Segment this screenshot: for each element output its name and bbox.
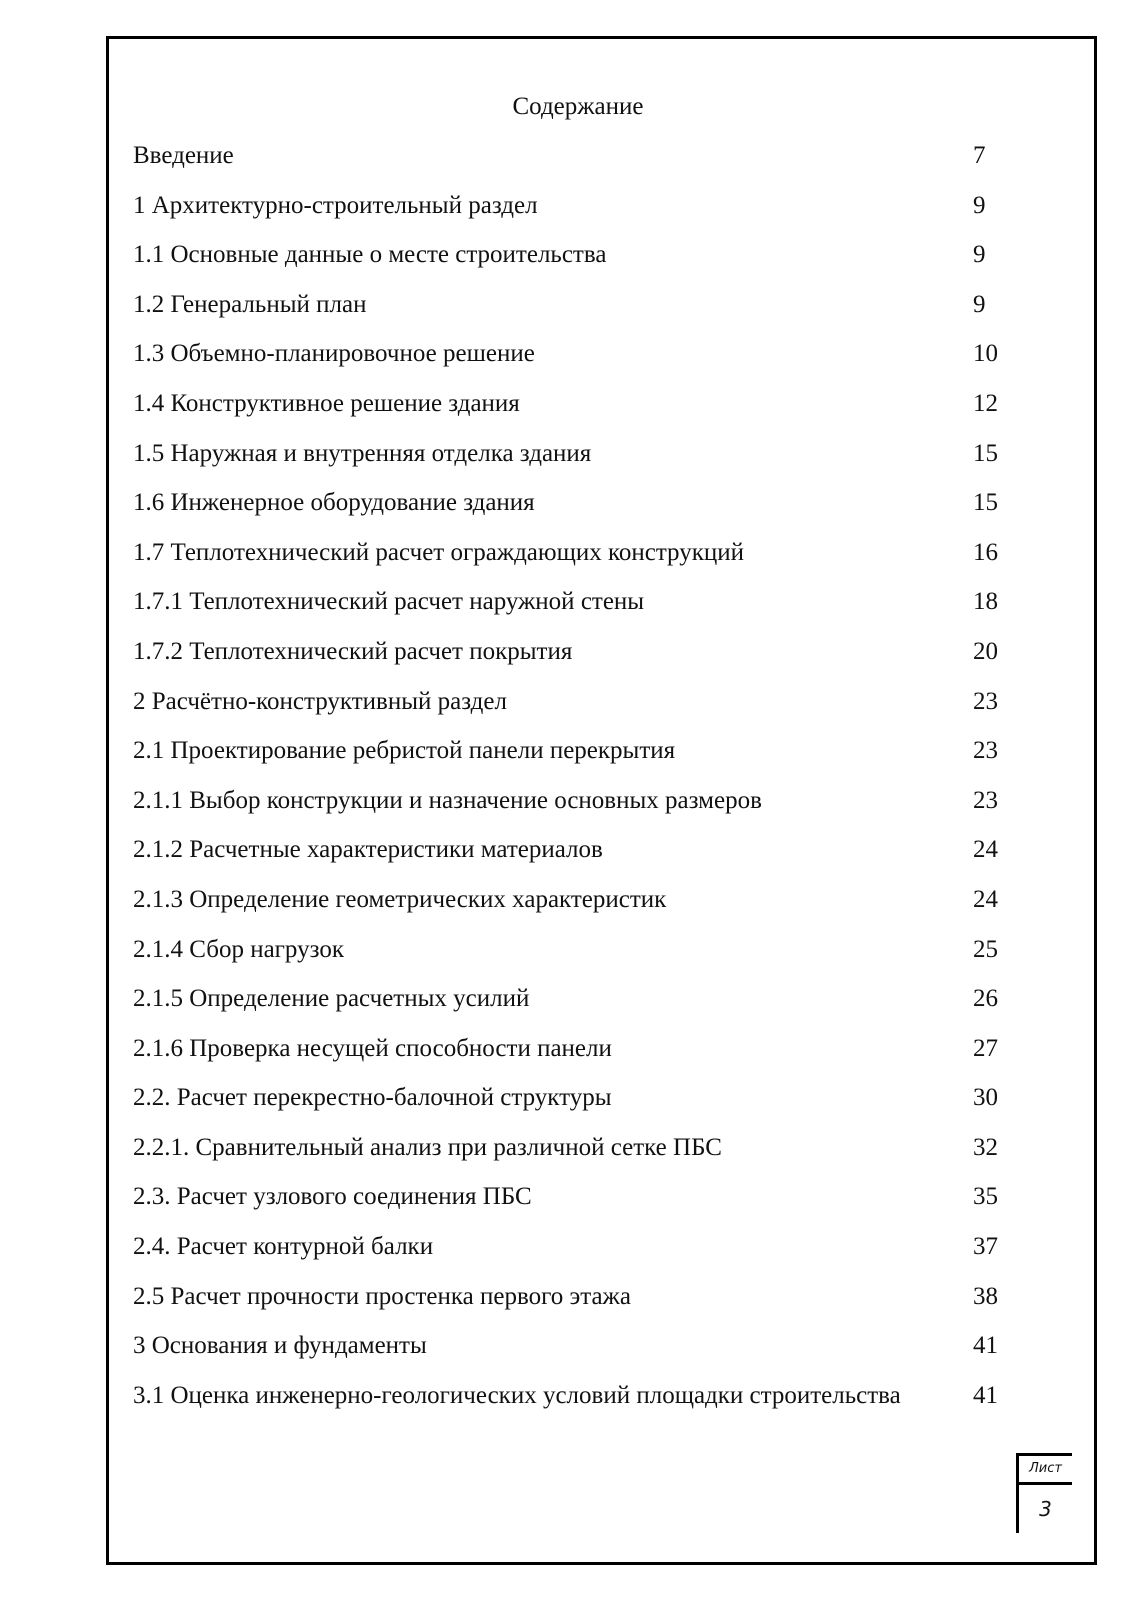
toc-entry-title: 1.1 Основные данные о месте строительства [133, 241, 607, 269]
toc-entry-page: 18 [973, 588, 998, 616]
toc-entry-title: 1 Архитектурно-строительный раздел [133, 191, 538, 219]
toc-entry [133, 687, 1033, 737]
toc-entry-page: 41 [973, 1332, 998, 1360]
toc-entry-page: 35 [973, 1183, 998, 1211]
toc-entry-title: 2.1.5 Определение расчетных усилий [133, 985, 530, 1013]
toc-entry [133, 1034, 1033, 1084]
toc-entry-page: 7 [973, 142, 986, 169]
toc-entry [133, 290, 1033, 340]
toc-entry-page: 30 [973, 1084, 998, 1112]
toc-entry-page: 24 [973, 885, 998, 913]
toc-entry-title: 1.6 Инженерное оборудование здания [133, 489, 535, 517]
toc-entry [133, 1083, 1033, 1133]
toc-entry-page: 26 [973, 985, 998, 1013]
toc-entry-page: 37 [973, 1233, 998, 1261]
toc-entry-title: 2.4. Расчет контурной балки [133, 1233, 434, 1261]
toc-entry [133, 389, 1033, 439]
toc-entry [133, 240, 1033, 290]
toc-entry-page: 38 [973, 1282, 998, 1310]
sheet-label: Лист [1019, 1456, 1072, 1485]
toc-entry [133, 885, 1033, 935]
toc-entry-page: 15 [973, 439, 998, 467]
toc-entry-title: 1.4 Конструктивное решение здания [133, 389, 520, 417]
toc-entry [133, 1182, 1033, 1232]
toc-entry-title: 2.1 Проектирование ребристой панели перекрытия [133, 737, 676, 765]
toc-entry [133, 538, 1033, 588]
toc-entry [133, 786, 1033, 836]
toc-entry-title: 1.5 Наружная и внутренняя отделка здания [133, 439, 592, 467]
toc-entry [133, 1282, 1033, 1332]
toc-entry-title: 1.7.1 Теплотехнический расчет наружной стены [133, 588, 645, 616]
toc-entry-page: 9 [973, 290, 986, 318]
toc-entry-page: 41 [973, 1381, 998, 1409]
toc-entry-title: 2.3. Расчет узлового соединения ПБС [133, 1183, 532, 1211]
toc-entry [133, 141, 1033, 191]
sheet-stamp [1016, 1453, 1072, 1533]
toc-entry [133, 984, 1033, 1034]
toc-entry-title: 2.1.6 Проверка несущей способности панели [133, 1034, 612, 1062]
toc-entry-title: 1.7 Теплотехнический расчет ограждающих конструкций [133, 538, 744, 566]
toc-entry [133, 1133, 1033, 1183]
toc-entry-title: 2.2.1. Сравнительный анализ при различной сетке ПБС [133, 1133, 722, 1161]
toc-entry-page: 24 [973, 836, 998, 864]
toc-entry-title: 2.2. Расчет перекрестно-балочной структуры [133, 1084, 612, 1112]
toc-entry-page: 25 [973, 935, 998, 963]
toc-entry-title: 1.2 Генеральный план [133, 290, 367, 318]
toc-entry-title: 2 Расчётно-конструктивный раздел [133, 687, 507, 715]
toc-entry-title: 2.1.4 Сбор нагрузок [133, 935, 344, 963]
toc-entry-page: 23 [973, 786, 998, 814]
toc-entry [133, 191, 1033, 241]
toc-entry-title: 2.1.2 Расчетные характеристики материалов [133, 836, 603, 864]
toc-entry-page: 9 [973, 241, 986, 269]
toc-entry-page: 9 [973, 191, 986, 219]
toc-entry-title: 2.1.1 Выбор конструкции и назначение основных размеров [133, 786, 762, 814]
toc-entry [133, 736, 1033, 786]
toc-entry-title: 3 Основания и фундаменты [133, 1332, 427, 1360]
toc-entry-title: 2.1.3 Определение геометрических характеристик [133, 885, 667, 913]
toc-entry [133, 637, 1033, 687]
toc-entry-page: 32 [973, 1133, 998, 1161]
toc-entry-page: 23 [973, 687, 998, 715]
toc-entry [133, 1381, 1033, 1431]
toc-list [133, 141, 1033, 1430]
toc-entry [133, 439, 1033, 489]
toc-entry-page: 12 [973, 389, 998, 417]
toc-entry-page: 27 [973, 1034, 998, 1062]
toc-entry-page: 20 [973, 637, 998, 665]
toc-entry-page: 15 [973, 489, 998, 517]
toc-entry-title: Введение [133, 142, 234, 169]
toc-entry-title: 3.1 Оценка инженерно-геологических условий площадки строительства [133, 1381, 901, 1409]
toc-entry-title: 1.3 Объемно-планировочное решение [133, 340, 535, 368]
toc-title: Содержание [512, 93, 644, 120]
toc-entry [133, 488, 1033, 538]
toc-entry-page: 16 [973, 538, 998, 566]
toc-entry [133, 1331, 1033, 1381]
toc-entry-page: 23 [973, 737, 998, 765]
toc-entry [133, 835, 1033, 885]
toc-entry [133, 1232, 1033, 1282]
toc-entry [133, 339, 1033, 389]
toc-entry-title: 1.7.2 Теплотехнический расчет покрытия [133, 637, 573, 665]
toc-entry-title: 2.5 Расчет прочности простенка первого этажа [133, 1282, 631, 1310]
toc-entry-page: 10 [973, 340, 998, 368]
toc-entry [133, 935, 1033, 985]
sheet-number: 3 [1039, 1497, 1052, 1521]
toc-entry [133, 587, 1033, 637]
